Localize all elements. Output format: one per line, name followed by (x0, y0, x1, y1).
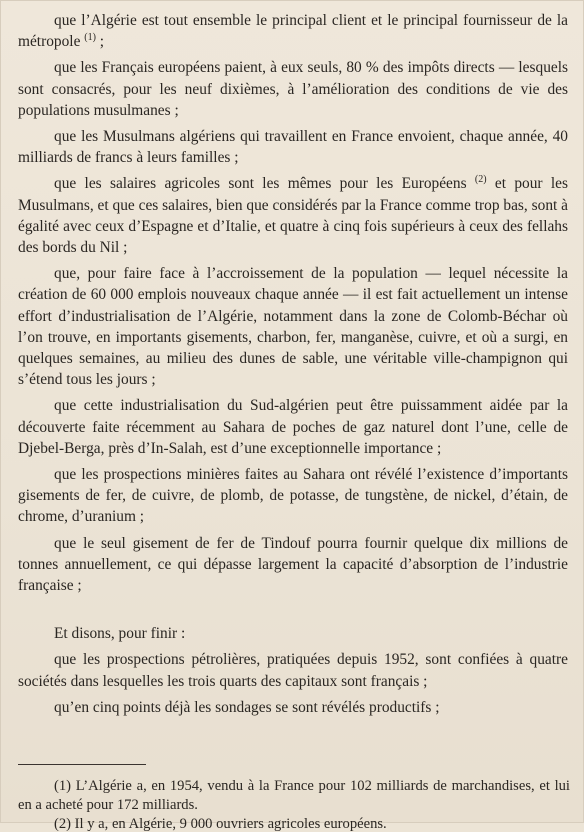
paragraph-5: que, pour faire face à l’accroissement de la population — lequel nécessite la création de 60 000 emplois nouveaux chaque année — il est fait actuellement un intense effort d’industrialisation de l’Algérie, notamment dans la zone de Colomb-Béchar où l’on trouve, en importants gisements, charbon, fer, manganèse, cuivre, et où a surgi, en quelques semaines, au milieu des dunes de sable, une véritable ville-champignon qui s’étend tous les jours ; (18, 265, 568, 389)
section-gap (18, 601, 568, 623)
footnote-ref-1: (1) (84, 32, 96, 44)
paragraph-7: que les prospections minières faites au Sahara ont révélé l’existence d’importants gisements de fer, de cuivre, de plomb, de potasse, de tungstène, de nickel, d’étain, de chrome, d’uranium ; (18, 466, 568, 526)
footnote-rule (18, 764, 146, 765)
paragraph-1 (18, 10, 568, 52)
footnotes (18, 764, 570, 832)
footnote-1: (1) L’Algérie a, en 1954, vendu à la France pour 102 milliards de marchandises, et lui en a acheté pour 172 milliards. (18, 778, 570, 813)
body-text (18, 10, 568, 723)
footnote-2: (2) Il y a, en Algérie, 9 000 ouvriers agricoles européens. (54, 816, 387, 832)
paragraph-10: que les prospections pétrolières, pratiquées depuis 1952, sont confiées à quatre sociétés dans lesquelles les trois quarts des capitaux sont français ; (18, 651, 568, 690)
paragraph-3: que les Musulmans algériens qui travaillent en France envoient, chaque année, 40 milliards de francs à leurs familles ; (18, 128, 568, 167)
paragraph-4-rest: et pour les Musulmans, et que ces salaires, bien que considérés par la France comme trop bas, sont à égalité avec ceux d’Espagne et d’Italie, et quatre à cinq fois supérieurs à ceux des fellahs des bords du Nil ; (18, 175, 568, 257)
paragraph-2: que les Français européens paient, à eux seuls, 80 % des impôts directs — lesquels sont consacrés, pour les neuf dixièmes, à l’amélioration des conditions de vie des populations musulmanes ; (18, 59, 568, 119)
paragraph-4 (18, 173, 568, 258)
paragraph-9: Et disons, pour finir : (54, 625, 186, 643)
paragraph-8: que le seul gisement de fer de Tindouf pourra fournir quelque dix millions de tonnes annuellement, ce qui dépasse largement la capacité d’absorption de l’industrie française ; (18, 534, 568, 595)
paragraph-1-end: ; (95, 33, 105, 51)
paragraph-4-start: que les salaires agricoles sont les mêmes pour les Européens (54, 175, 467, 193)
paragraph-6: que cette industrialisation du Sud-algérien peut être puissamment aidée par la découverte faite récemment au Sahara de poches de gaz naturel dont l’une, celle de Djebel-Berga, près d’In-Salah, est d’une exceptionnelle importance ; (18, 397, 568, 457)
footnote-ref-2: (2) (474, 174, 487, 186)
paragraph-11: qu’en cinq points déjà les sondages se sont révélés productifs ; (54, 698, 440, 716)
paragraph-1-text: que l’Algérie est tout ensemble le principal client et le principal fournisseur de la métropole (18, 12, 568, 51)
